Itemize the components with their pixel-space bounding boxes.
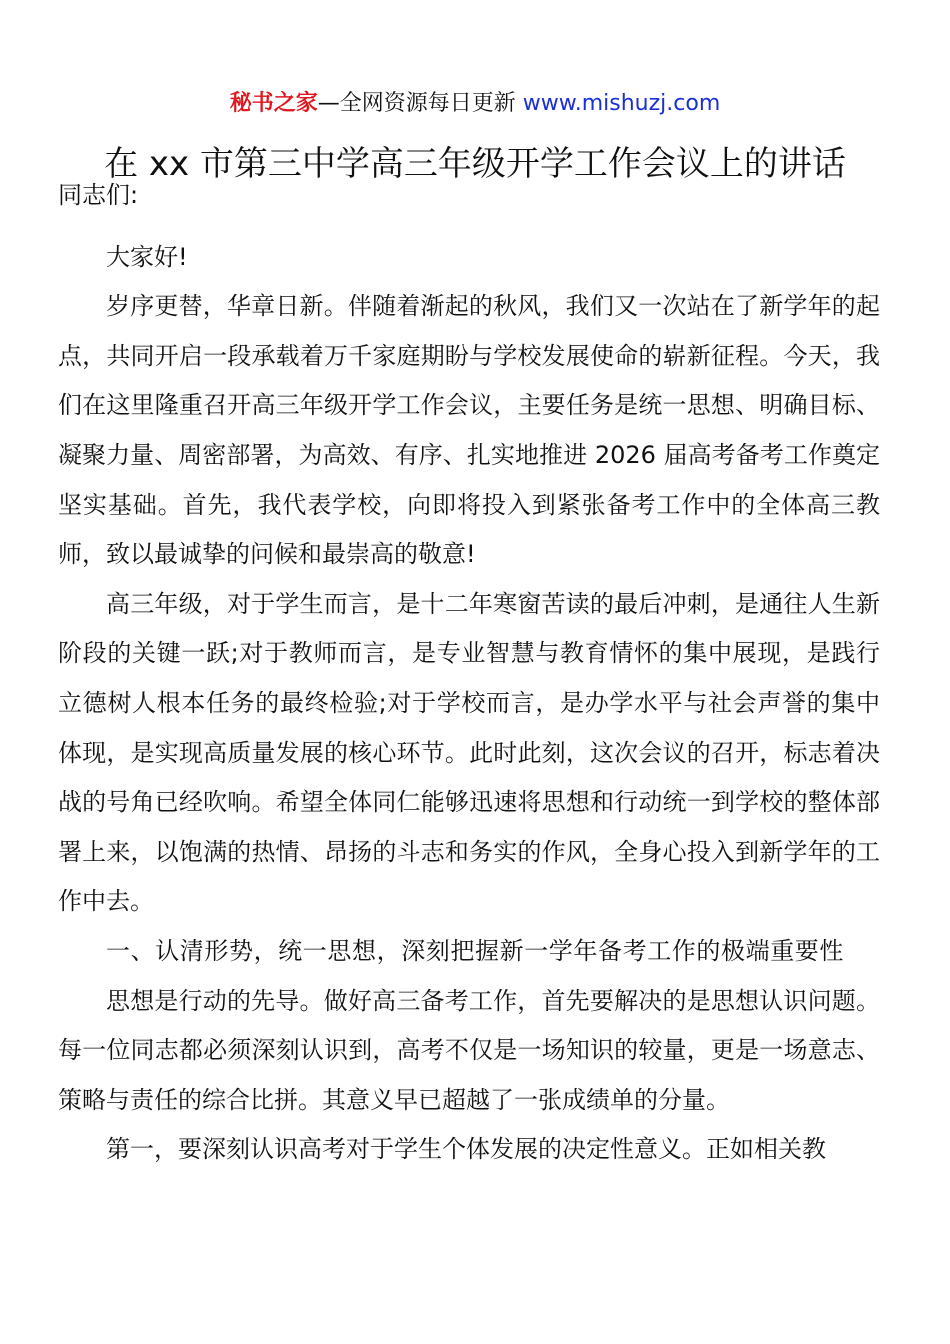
document-body <box>58 171 880 1175</box>
section-paragraph: 思想是行动的先导。做好高三备考工作，首先要解决的是思想认识问题。每一位同志都必须深刻认识到，高考不仅是一场知识的较量，更是一场意志、策略与责任的综合比拼。其意义早已超越了一张成绩单的分量。 <box>58 986 880 1114</box>
site-slogan: —全网资源每日更新 <box>317 91 523 116</box>
site-url-link[interactable]: www.mishuzj.com <box>522 91 721 116</box>
section-paragraph: 第一，要深刻认识高考对于学生个体发展的决定性意义。正如相关教 <box>106 1135 826 1164</box>
salutation: 同志们: <box>58 181 139 209</box>
paragraph: 岁序更替，华章日新。伴随着渐起的秋风，我们又一次站在了新学年的起点，共同开启一段承载着万千家庭期盼与学校发展使命的崭新征程。今天，我们在这里隆重召开高三年级开学工作会议，主要任务是统一思想、明确目标、凝聚力量、周密部署，为高效、有序、扎实地推进 2026 届高考备考工作奠定坚实基础。首先，我代表学校，向即将投入到紧张备考工作中的全体高三教师，致以最诚挚的问候和最崇高的敬意! <box>58 292 880 569</box>
site-header <box>0 88 950 120</box>
site-name: 秘书之家 <box>229 91 318 116</box>
greeting: 大家好! <box>106 242 188 271</box>
document-title: 在 xx 市第三中学高三年级开学工作会议上的讲话 <box>104 144 846 184</box>
paragraph: 高三年级，对于学生而言，是十二年寒窗苦读的最后冲刺，是通往人生新阶段的关键一跃;对于教师而言，是专业智慧与教育情怀的集中展现，是践行立德树人根本任务的最终检验;对于学校而言，是办学水平与社会声誉的集中体现，是实现高质量发展的核心环节。此时此刻，这次会议的召开，标志着决战的号角已经吹响。希望全体同仁能够迅速将思想和行动统一到学校的整体部署上来，以饱满的热情、昂扬的斗志和务实的作风，全身心投入到新学年的工作中去。 <box>58 589 880 916</box>
section-heading: 一、认清形势，统一思想，深刻把握新一学年备考工作的极端重要性 <box>106 936 844 965</box>
